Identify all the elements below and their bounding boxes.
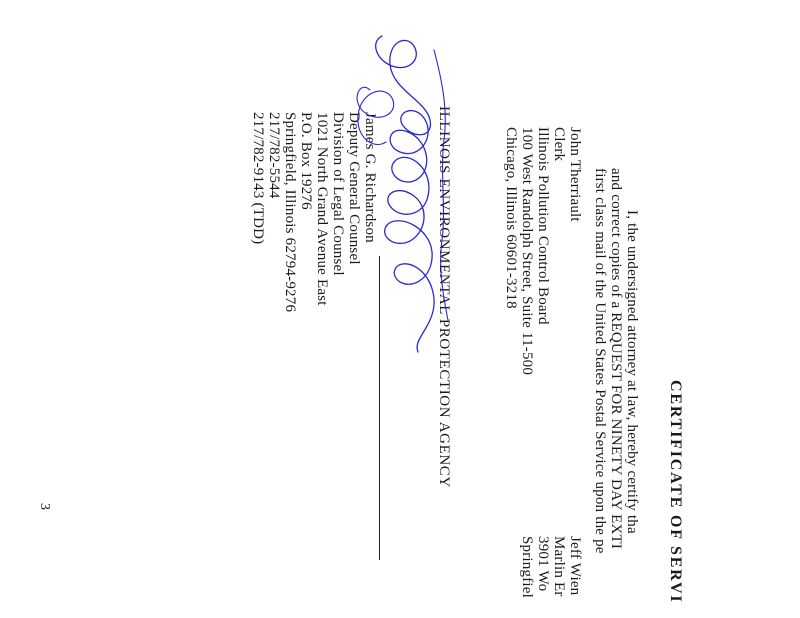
recipient-address-wien — [519, 536, 583, 598]
handwritten-signature — [330, 20, 460, 360]
signature-block-line: 217/782-5544 — [266, 112, 282, 199]
signature-block-line: P.O. Box 19276 — [298, 112, 314, 210]
signature-block-line: Springfield, Illinois 62794-9276 — [282, 112, 298, 313]
address-line: 3901 Wo — [535, 536, 551, 592]
address-line: Jeff Wien — [567, 536, 583, 596]
address-line: Springfiel — [519, 536, 535, 598]
signature-block-line: 1021 North Grand Avenue East — [314, 112, 330, 306]
signature-stroke — [376, 36, 434, 352]
address-line: Marlin Er — [551, 536, 567, 597]
page-number: 3 — [37, 503, 52, 511]
address-line: Illinois Pollution Control Board — [535, 127, 551, 325]
address-line: Chicago, Illinois 60601-3218 — [503, 127, 519, 309]
paragraph-line: I, the undersigned attorney at law, hereby certify tha — [624, 210, 640, 534]
signature-block-line: Division of Legal Counsel — [330, 112, 346, 276]
paragraph-line: first class mail of the United States Postal Service upon the pe — [592, 168, 608, 554]
address-line: 100 West Randolph Street, Suite 11-500 — [519, 127, 535, 376]
signature-block-line: James G. Richardson — [362, 112, 378, 243]
paragraph-line: and correct copies of a REQUEST FOR NINETY DAY EXTI — [608, 168, 624, 550]
signature-block-line: 217/782-9143 (TDD) — [250, 112, 266, 245]
address-line: Clerk — [551, 127, 567, 162]
signature-block-line: Deputy General Counsel — [346, 112, 362, 265]
agency-name: ILLINOIS ENVIRONMENTAL PROTECTION AGENCY — [436, 106, 452, 488]
certification-paragraph — [592, 168, 640, 554]
signature-stroke — [434, 50, 448, 320]
certificate-title: CERTIFICATE OF SERVI — [667, 380, 684, 604]
address-line: John Therriault — [567, 127, 583, 222]
signature-stroke — [357, 87, 394, 144]
recipient-address-clerk — [503, 127, 583, 375]
